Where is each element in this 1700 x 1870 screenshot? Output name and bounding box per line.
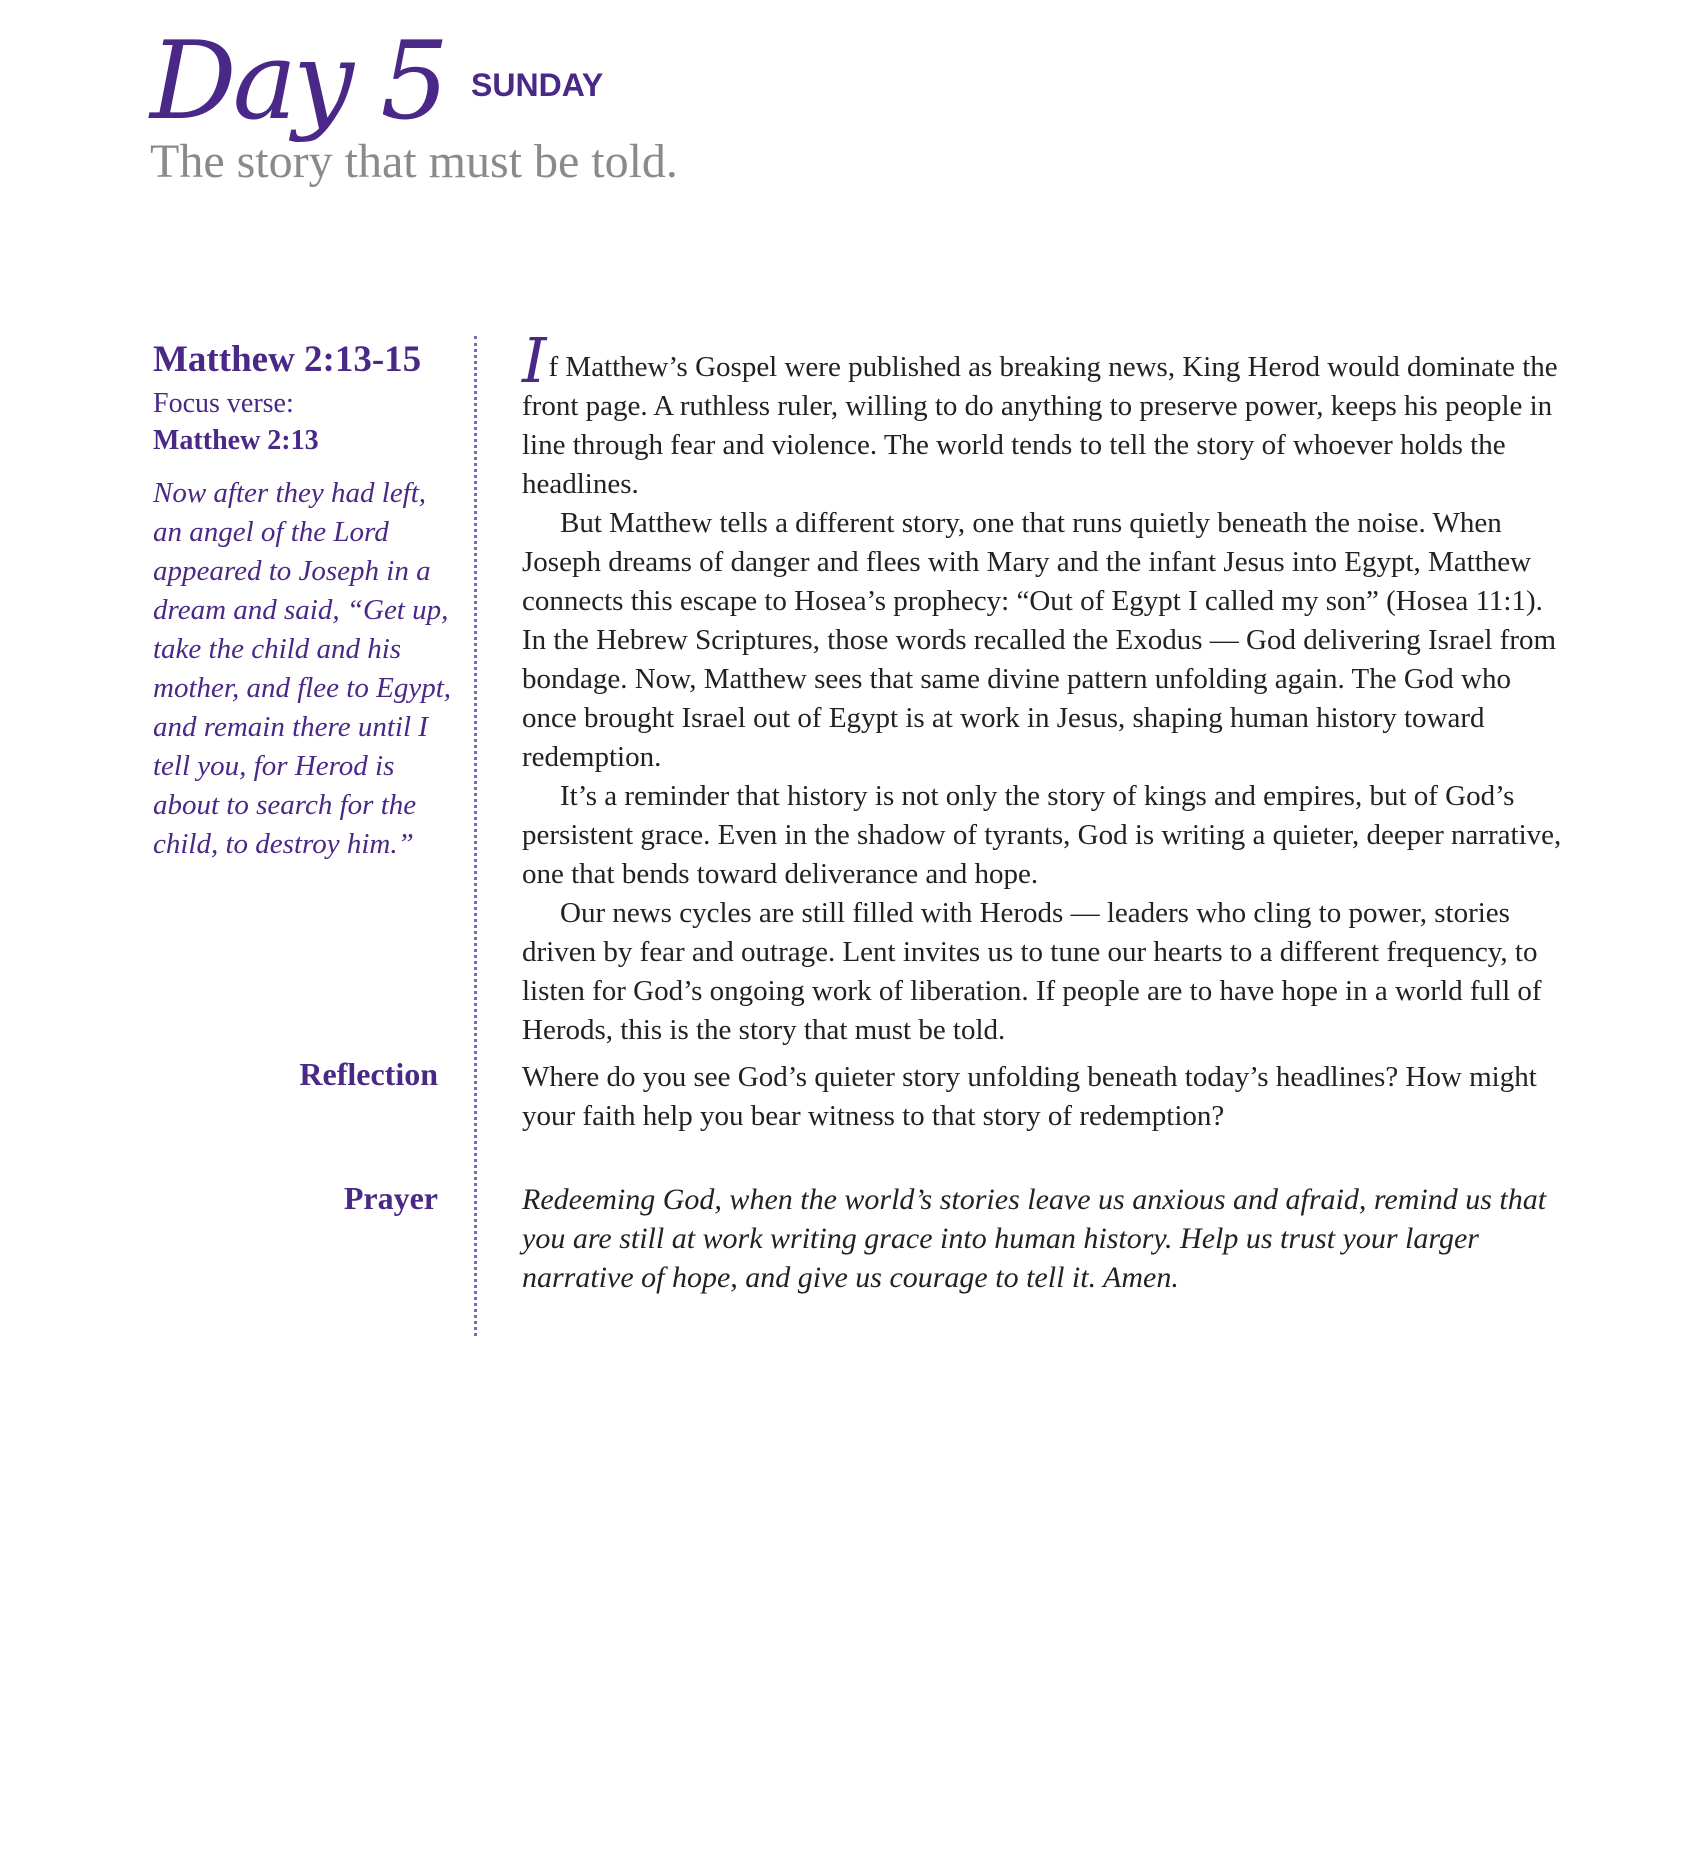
dotted-divider	[474, 336, 477, 1336]
scripture-sidebar	[153, 340, 453, 864]
passage-reference: Matthew 2:13-15	[153, 339, 422, 380]
reflection-label: Reflection	[299, 1056, 438, 1092]
focus-verse-reference: Matthew 2:13	[153, 425, 319, 457]
focus-verse-label: Focus verse:	[153, 387, 294, 419]
paragraph-1	[522, 324, 1562, 504]
devotional-body	[522, 324, 1562, 1050]
day-title: Day 5	[150, 19, 446, 144]
day-line	[150, 19, 678, 144]
prayer-text: Redeeming God, when the world’s stories leave us anxious and afraid, remind us that you are still at work writing grace into human history. Help us trust your larger narrative of hope, and give us courage to tell it. Amen.	[522, 1183, 1547, 1294]
reflection-text: Where do you see God’s quieter story unfolding beneath today’s headlines? How might your faith help you bear witness to that story of redemption?	[522, 1061, 1537, 1132]
prayer-label: Prayer	[343, 1180, 438, 1216]
paragraph-2: But Matthew tells a different story, one that runs quietly beneath the noise. When Joseph dreams of danger and flees with Mary and the infant Jesus into Egypt, Matthew connects this escape to Hosea’s prophecy: “Out of Egypt I called my son” (Hosea 11:1). In the Hebrew Scriptures, those words recalled the Exodus — God delivering Israel from bondage. Now, Matthew sees that same divine pattern unfolding again. The God who once brought Israel out of Egypt is at work in Jesus, shaping human history toward redemption.	[522, 507, 1557, 773]
paragraph-1-text: f Matthew’s Gospel were published as breaking news, King Herod would dominate the front page. A ruthless ruler, willing to do anything to preserve power, keeps his people in line through fear and violence. The world tends to tell the story of whoever holds the headlines.	[522, 351, 1558, 500]
weekday-label: SUNDAY	[471, 67, 604, 103]
reflection-section	[522, 1058, 1562, 1136]
drop-cap: I	[522, 324, 547, 397]
paragraph-4: Our news cycles are still filled with Herods — leaders who cling to power, stories driven by fear and outrage. Lent invites us to tune our hearts to a different frequency, to listen for God’s ongoing work of liberation. If people are to have hope in a world full of Herods, this is the story that must be told.	[522, 897, 1542, 1046]
focus-verse-text: Now after they had left, an angel of the Lord appeared to Joseph in a dream and said, “Get up, take the child and his mother, and flee to Egypt, and remain there until I tell you, for Herod is about to search for the child, to destroy him.”	[153, 477, 452, 861]
paragraph-3: It’s a reminder that history is not only the story of kings and empires, but of God’s persistent grace. Even in the shadow of tyrants, God is writing a quieter, deeper narrative, one that bends toward deliverance and hope.	[522, 780, 1562, 890]
prayer-section	[522, 1180, 1562, 1297]
page-subtitle: The story that must be told.	[150, 135, 678, 188]
page-header	[150, 19, 678, 189]
